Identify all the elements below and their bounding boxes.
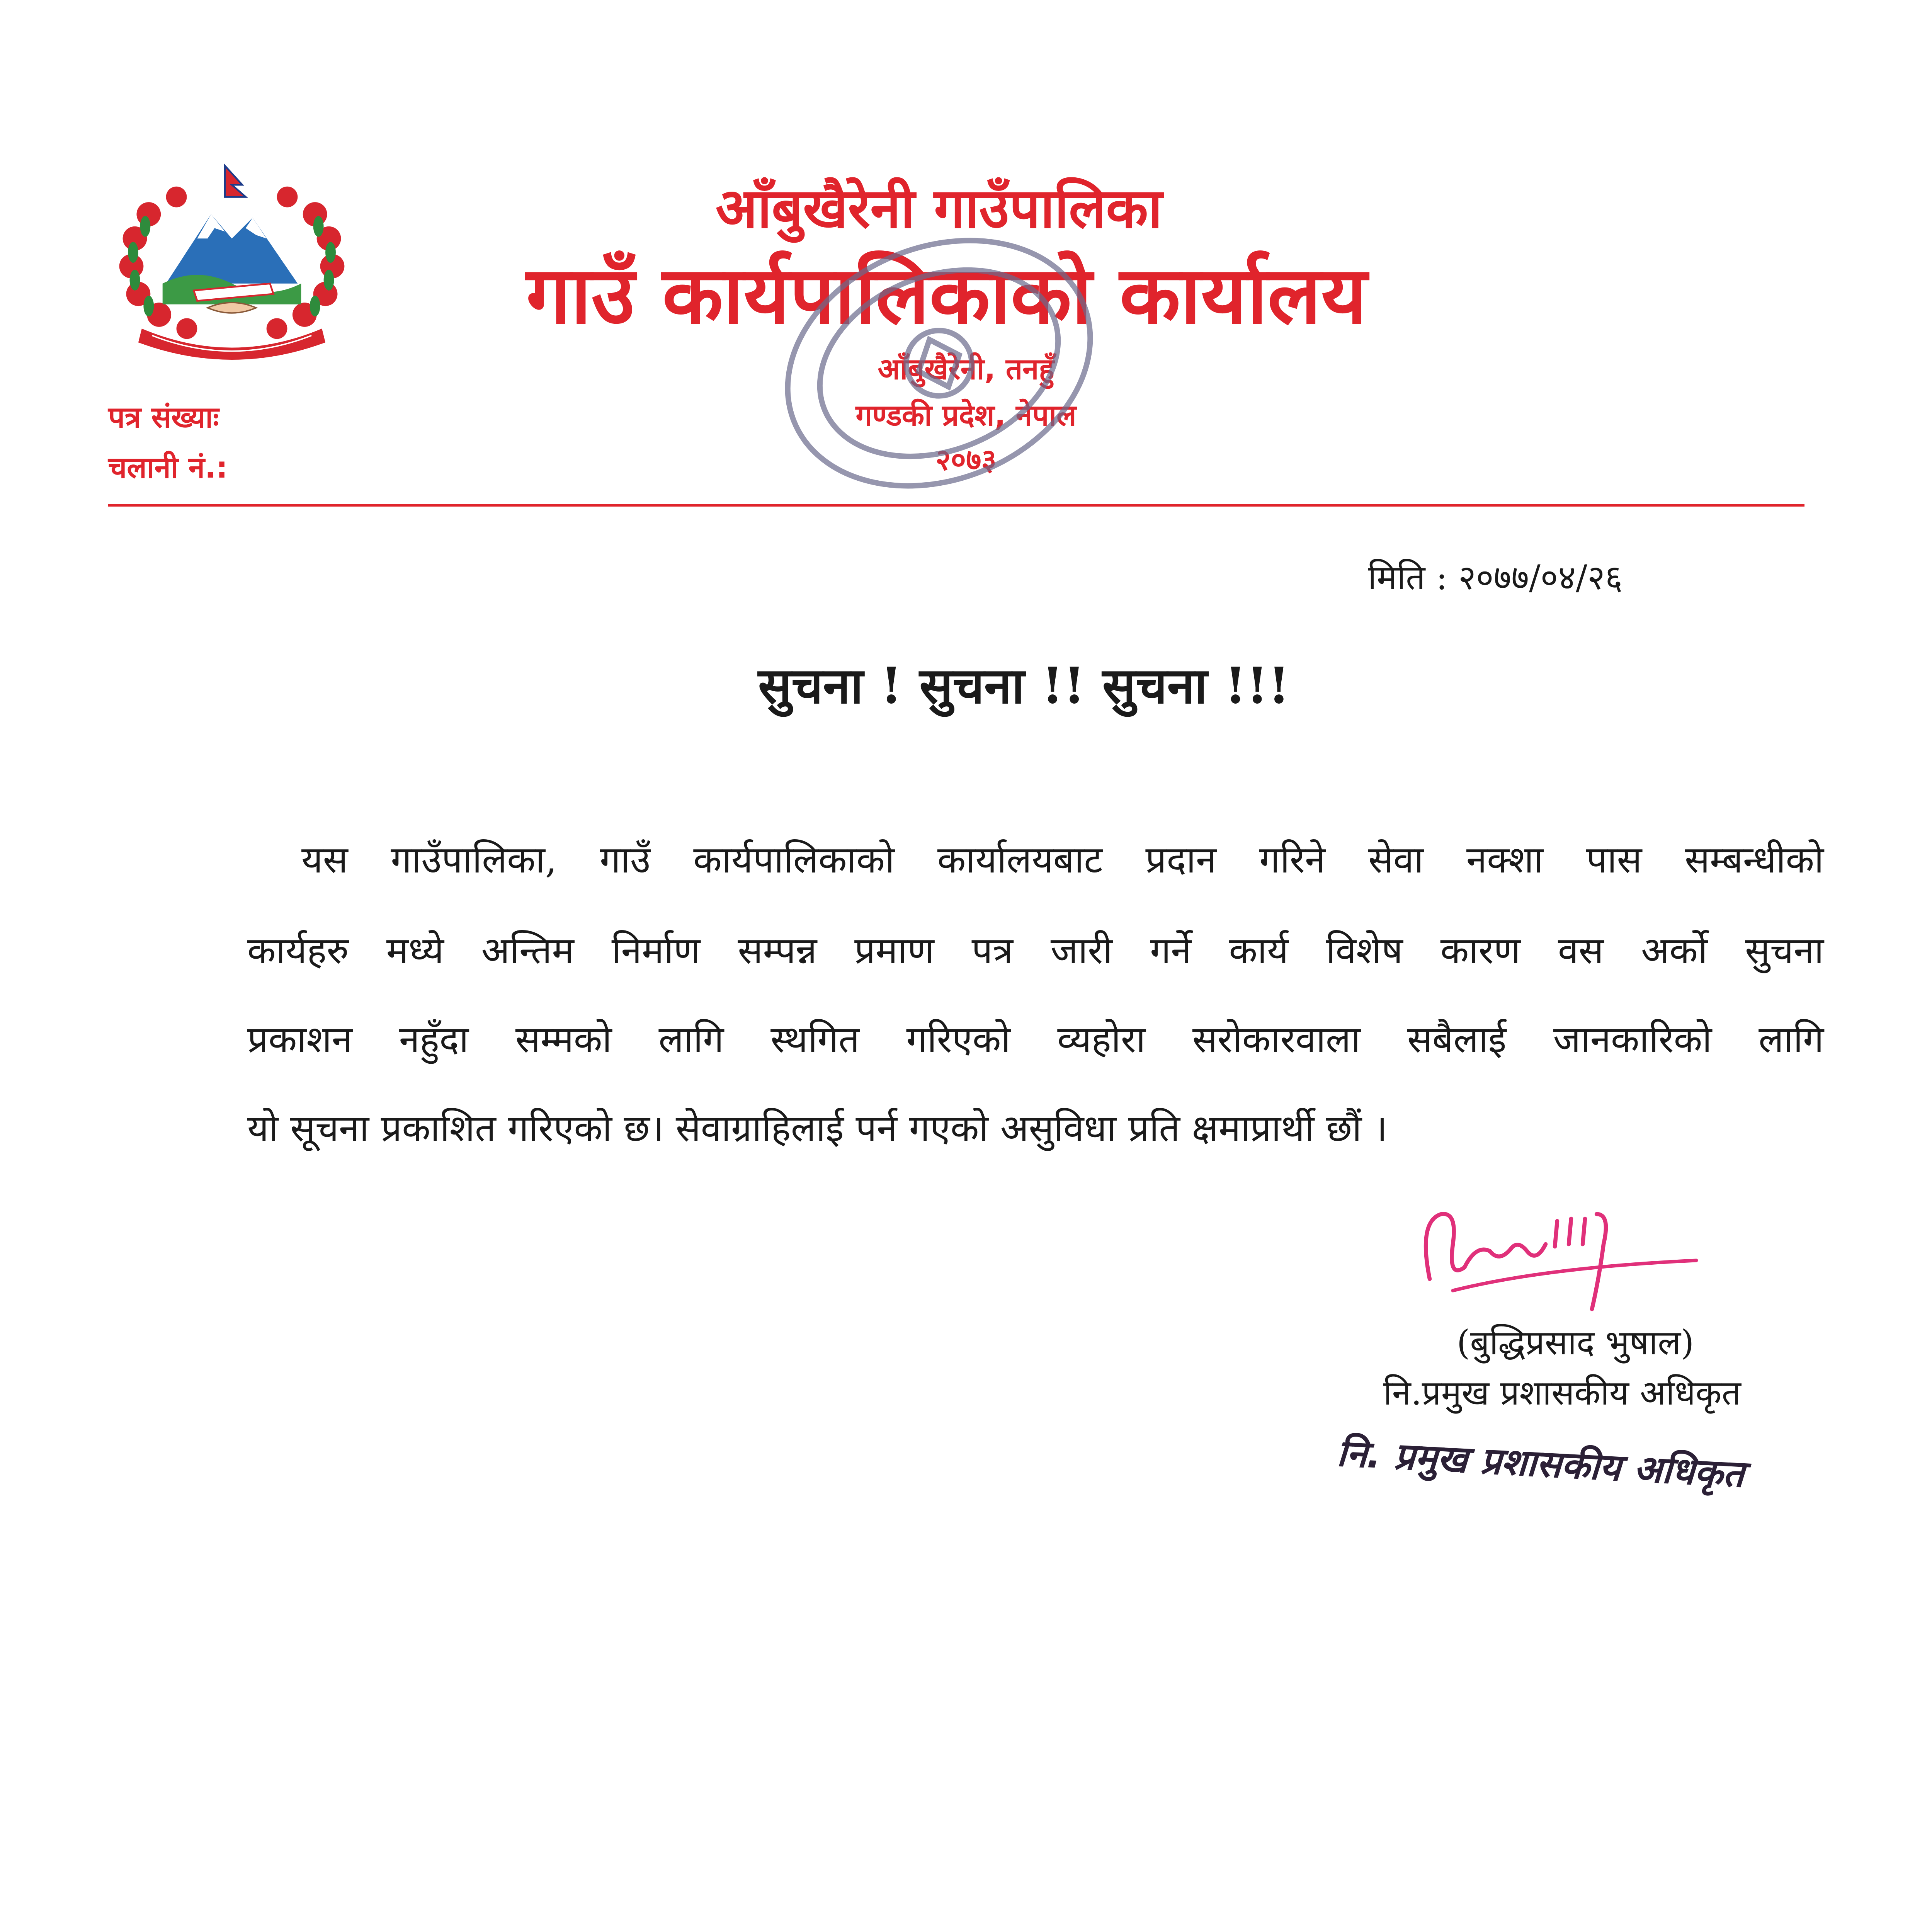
letter-number-label: पत्र संख्याः: [108, 400, 219, 434]
signatory-name: (बुद्धिप्रसाद भुषाल): [1457, 1323, 1694, 1362]
address-code: २०७३: [935, 442, 997, 477]
office-seal-stamp-icon: [757, 216, 1121, 510]
notice-paragraph-line: प्रकाशन नहुँदा सम्मको लागि स्थगित गरिएको व्यहोरा सरोकारवाला सबैलाई जानकारिको लागि: [247, 1018, 1824, 1061]
notice-paragraph-line: यो सूचना प्रकाशित गरिएको छ। सेवाग्राहिलाई पर्न गएको असुविधा प्रति क्षमाप्रार्थी छौं ।: [247, 1107, 1388, 1150]
notice-date: मिति : २०७७/०४/२६: [1368, 558, 1623, 597]
dispatch-number-label: चलानी नं.:: [108, 450, 228, 485]
handwritten-signature-icon: [1406, 1198, 1708, 1314]
notice-paragraph-line: कार्यहरु मध्ये अन्तिम निर्माण सम्पन्न प्रमाण पत्र जारी गर्ने कार्य विशेष कारण वस अर्को सुचना: [247, 929, 1824, 972]
notice-heading: सुचना ! सुचना !! सुचना !!!: [758, 657, 1290, 715]
address-province: गण्डकी प्रदेश, नेपाल: [855, 398, 1077, 432]
notice-paragraph-line: यस गाउँपालिका, गाउँ कार्यपालिकाको कार्यालयबाट प्रदान गरिने सेवा नक्शा पास सम्बन्धीको: [301, 838, 1824, 881]
municipality-name: आँबुखैरेनी गाउँपालिका: [715, 177, 1163, 240]
nepal-government-emblem-icon: [110, 162, 354, 363]
office-name: गाउँ कार्यपालिकाको कार्यालय: [526, 250, 1367, 342]
signatory-title-stamp: नि. प्रमुख प्रशासकीय अधिकृत: [1336, 1431, 1745, 1496]
signatory-title: नि.प्रमुख प्रशासकीय अधिकृत: [1383, 1373, 1741, 1413]
address-district: आँबुखैरेनी, तनहुँ: [878, 352, 1054, 386]
